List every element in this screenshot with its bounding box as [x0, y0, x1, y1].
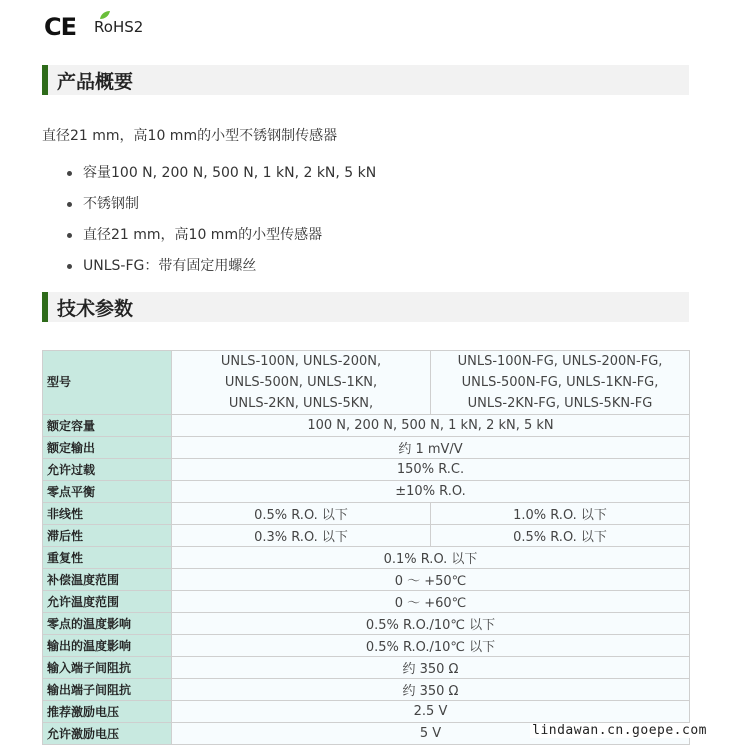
row-label: 输入端子间阻抗	[43, 657, 172, 679]
row-value: 2.5 V	[172, 701, 690, 723]
row-value: 0 ～ +60℃	[172, 591, 690, 613]
row-value: 约 350 Ω	[172, 679, 690, 701]
row-value: 约 350 Ω	[172, 657, 690, 679]
row-label: 重复性	[43, 547, 172, 569]
section-title-overview: 产品概要	[42, 65, 689, 95]
row-value: 0.5% R.O. 以下	[172, 503, 431, 525]
table-row	[43, 613, 690, 635]
table-row	[43, 415, 690, 437]
row-value: 0.5% R.O./10℃ 以下	[172, 613, 690, 635]
feature-item: 直径21 mm，高10 mm的小型传感器	[42, 218, 376, 249]
model-line: UNLS-500N, UNLS-1KN,	[224, 375, 378, 390]
row-label: 推荐激励电压	[43, 701, 172, 723]
table-row	[43, 657, 690, 679]
intro-text: 直径21 mm，高10 mm的小型不锈钢制传感器	[42, 128, 338, 144]
rohs-text: RoHS2	[94, 18, 144, 36]
row-value: 150% R.C.	[172, 459, 690, 481]
model-line: UNLS-500N-FG, UNLS-1KN-FG,	[461, 375, 659, 390]
row-label: 允许温度范围	[43, 591, 172, 613]
row-value: 0 ～ +50℃	[172, 569, 690, 591]
table-row	[43, 351, 690, 415]
row-label: 允许激励电压	[43, 723, 172, 745]
row-value: ±10% R.O.	[172, 481, 690, 503]
row-value: 约 1 mV/V	[172, 437, 690, 459]
table-row	[43, 459, 690, 481]
ce-mark: CE	[44, 13, 77, 41]
row-label: 滞后性	[43, 525, 172, 547]
model-line: UNLS-2KN-FG, UNLS-5KN-FG	[467, 396, 653, 411]
row-label: 额定容量	[43, 415, 172, 437]
row-label: 输出端子间阻抗	[43, 679, 172, 701]
table-row	[43, 525, 690, 547]
row-value: 5 V	[172, 723, 690, 745]
feature-item: 容量100 N, 200 N, 500 N, 1 kN, 2 kN, 5 kN	[42, 156, 376, 187]
watermark-text: lindawan.cn.goepe.com	[532, 723, 707, 738]
row-value: 0.5% R.O. 以下	[431, 525, 690, 547]
row-label: 非线性	[43, 503, 172, 525]
row-label: 输出的温度影响	[43, 635, 172, 657]
row-label: 允许过载	[43, 459, 172, 481]
feature-item: 不锈钢制	[42, 187, 376, 218]
model-line: UNLS-100N-FG, UNLS-200N-FG,	[457, 354, 663, 369]
row-value: 0.1% R.O. 以下	[172, 547, 690, 569]
model-cell-standard	[172, 351, 431, 415]
row-value: 0.3% R.O. 以下	[172, 525, 431, 547]
model-cell-fg	[431, 351, 690, 415]
table-row	[43, 437, 690, 459]
leaf-icon	[99, 10, 111, 20]
table-row	[43, 569, 690, 591]
table-row	[43, 481, 690, 503]
row-label: 额定输出	[43, 437, 172, 459]
row-value: 1.0% R.O. 以下	[431, 503, 690, 525]
model-line: UNLS-100N, UNLS-200N,	[220, 354, 382, 369]
row-value: 0.5% R.O./10℃ 以下	[172, 635, 690, 657]
row-label: 零点的温度影响	[43, 613, 172, 635]
feature-list	[42, 156, 376, 280]
table-row	[43, 701, 690, 723]
section-title-spec: 技术参数	[42, 292, 689, 322]
rohs-logo	[94, 18, 143, 36]
row-label: 零点平衡	[43, 481, 172, 503]
feature-item: UNLS-FG：带有固定用螺丝	[42, 249, 376, 280]
table-row	[43, 635, 690, 657]
row-label: 补偿温度范围	[43, 569, 172, 591]
table-row	[43, 547, 690, 569]
table-row	[43, 679, 690, 701]
certification-logos	[44, 12, 143, 42]
table-row	[43, 503, 690, 525]
row-value: 100 N, 200 N, 500 N, 1 kN, 2 kN, 5 kN	[172, 415, 690, 437]
model-line: UNLS-2KN, UNLS-5KN,	[228, 396, 374, 411]
row-label: 型号	[43, 351, 172, 415]
spec-table	[42, 350, 690, 745]
table-row	[43, 591, 690, 613]
